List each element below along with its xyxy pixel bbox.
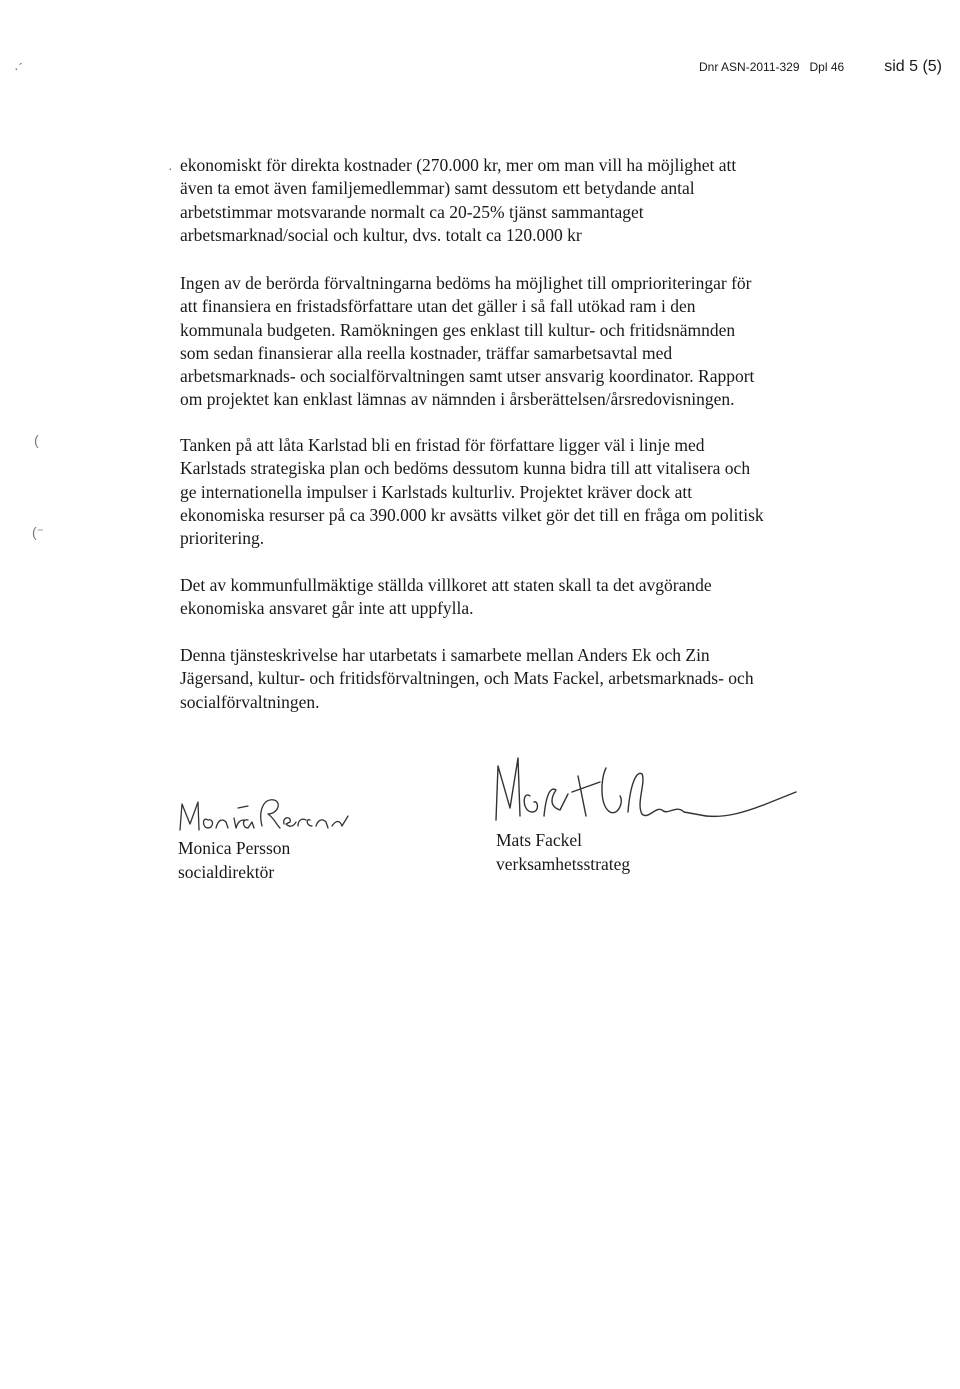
- document-number: Dnr ASN-2011-329: [699, 60, 800, 74]
- paragraph-financing: [180, 272, 820, 412]
- signatory-name: Mats Fackel: [496, 830, 583, 850]
- text-line: arbetstimmar motsvarande normalt ca 20-25% tjänst sammantaget: [180, 201, 644, 222]
- text-line: som sedan finansierar alla reella kostnader, träffar samarbetsavtal med: [180, 342, 673, 363]
- text-line: Denna tjänsteskrivelse har utarbetats i samarbete mellan Anders Ek och Zin: [180, 645, 710, 665]
- text-line: kommunala budgeten. Ramökningen ges enklast till kultur- och fritidsnämnden: [180, 319, 736, 340]
- signatory-title: socialdirektör: [178, 862, 275, 882]
- paragraph-cost-details: [180, 154, 820, 247]
- text-line: arbetsmarknad/social och kultur, dvs. totalt ca 120.000 kr: [180, 224, 582, 245]
- text-line: prioritering.: [180, 528, 265, 549]
- paragraph-authors: [180, 644, 820, 714]
- signature-block-fackel: [496, 756, 816, 876]
- page-number: sid 5 (5): [884, 58, 942, 75]
- scan-mark: (: [34, 432, 39, 448]
- text-line: Tanken på att låta Karlstad bli en fristad för författare ligger väl i linje med: [180, 435, 705, 455]
- text-line: ekonomiska ansvaret går inte att uppfylla.: [180, 598, 474, 619]
- text-line: ge internationella impulser i Karlstads kulturliv. Projektet kräver dock att: [180, 481, 693, 502]
- text-line: Det av kommunfullmäktige ställda villkoret att staten skall ta det avgörande: [180, 575, 712, 595]
- paragraph-condition: [180, 574, 820, 621]
- text-line: socialförvaltningen.: [180, 691, 320, 712]
- scan-mark: ·: [168, 160, 173, 176]
- handwritten-signature: [496, 756, 816, 828]
- text-line: ekonomiskt för direkta kostnader (270.000 kr, mer om man vill ha möjlighet att: [180, 155, 737, 175]
- handwritten-signature: [178, 790, 368, 836]
- document-part: Dpl 46: [809, 60, 845, 74]
- signatory-name: Monica Persson: [178, 838, 291, 858]
- text-line: arbetsmarknads- och socialförvaltningen samt utser ansvarig koordinator. Rapport: [180, 366, 755, 387]
- text-line: Karlstads strategiska plan och bedöms dessutom kunna bidra till att vitalisera och: [180, 458, 751, 479]
- page-header: [699, 58, 942, 76]
- scan-mark: ·´: [14, 60, 24, 76]
- text-line: Ingen av de berörda förvaltningarna bedöms ha möjlighet till omprioriteringar för: [180, 273, 752, 293]
- paragraph-strategic-plan: [180, 434, 820, 550]
- text-line: om projektet kan enklast lämnas av nämnden i årsberättelsen/årsredovisningen.: [180, 389, 735, 410]
- scan-mark: (⁻: [32, 524, 45, 540]
- text-line: Jägersand, kultur- och fritidsförvaltningen, och Mats Fackel, arbetsmarknads- och: [180, 668, 754, 689]
- signature-block-persson: [178, 790, 368, 884]
- signatory-title: verksamhetsstrateg: [496, 854, 631, 874]
- text-line: även ta emot även familjemedlemmar) samt dessutom ett betydande antal: [180, 178, 695, 199]
- text-line: ekonomiska resurser på ca 390.000 kr avsätts vilket gör det till en fråga om politisk: [180, 504, 764, 525]
- text-line: att finansiera en fristadsförfattare utan det gäller i så fall utökad ram i den: [180, 296, 696, 317]
